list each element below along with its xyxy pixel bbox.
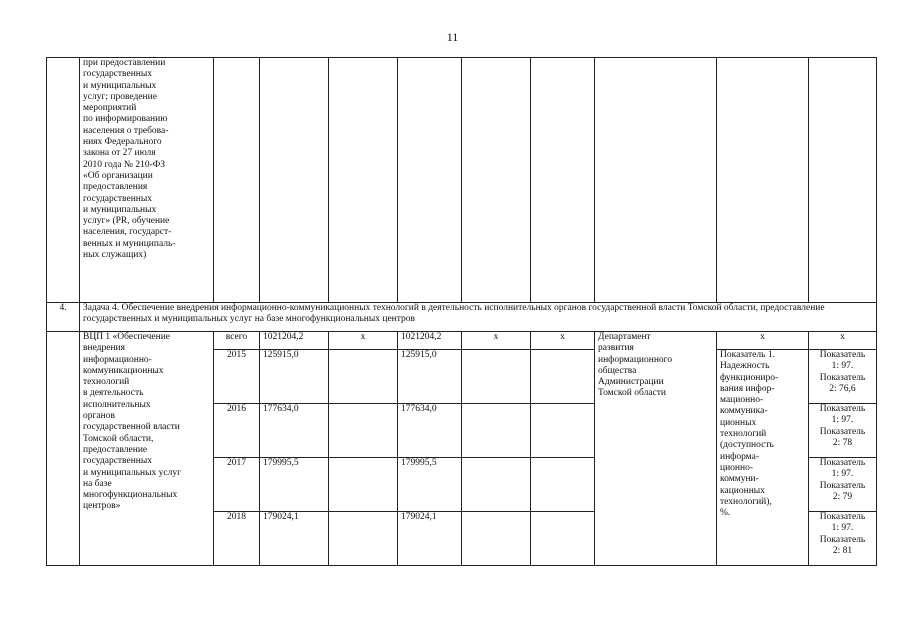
- indicator-values: Показатель 1: 97. Показатель 2: 79: [809, 458, 877, 512]
- activity-cell: при предоставлении государственных и муниципальных услуг; проведение мероприятий по информированию населения о требова- ниях Федерального закона от 27 июля 2010 года № 210-ФЗ «Об организации предоставления государственных и муниципальных услуг» (PR, обучение населения, государст- венных и муниципаль- ных служащих): [80, 58, 214, 303]
- value-mark: х: [809, 332, 877, 350]
- total-cell: 179995,5: [260, 458, 329, 512]
- empty-cell: [462, 350, 531, 404]
- indicator-values: Показатель 1: 97. Показатель 2: 76,6: [809, 350, 877, 404]
- empty-cell: [329, 458, 398, 512]
- indicator-cell: Показатель 1. Надежность функциониро- вания инфор- мационно- коммуника- ционных технологий (доступность информа- ционно- коммуни- кационных технологий), %.: [717, 350, 809, 566]
- executor-cell: Департамент развития информационного общества Администрации Томской области: [595, 332, 717, 566]
- total-row: [47, 332, 877, 350]
- value-cell: 125915,0: [398, 350, 462, 404]
- empty-cell: [329, 350, 398, 404]
- empty-cell: [214, 58, 260, 303]
- task-row: [47, 303, 877, 332]
- value-cell: 179024,1: [398, 512, 462, 566]
- indicator-mark: х: [717, 332, 809, 350]
- period-cell: 2015: [214, 350, 260, 404]
- empty-cell: [809, 58, 877, 303]
- empty-cell: [531, 404, 595, 458]
- empty-cell: [462, 58, 531, 303]
- period-cell: 2016: [214, 404, 260, 458]
- empty-cell: [398, 58, 462, 303]
- program-table: [46, 57, 877, 566]
- period-cell: 2018: [214, 512, 260, 566]
- page-number: 11: [446, 30, 459, 44]
- row-number-cell: [47, 58, 80, 303]
- empty-cell: [531, 58, 595, 303]
- empty-cell: [462, 404, 531, 458]
- value-cell: 179995,5: [398, 458, 462, 512]
- period-cell: 2017: [214, 458, 260, 512]
- total-cell: 125915,0: [260, 350, 329, 404]
- indicator-values: Показатель 1: 97. Показатель 2: 78: [809, 404, 877, 458]
- value-cell: х: [531, 332, 595, 350]
- task-number: 4.: [47, 303, 80, 332]
- task-text: Задача 4. Обеспечение внедрения информационно-коммуникационных технологий в деятельность исполнительных органов государственной власти Томской области, предоставление государственных и муниципальных услуг на базе многофункциональных центров: [80, 303, 877, 332]
- value-cell: х: [462, 332, 531, 350]
- value-cell: 1021204,2: [398, 332, 462, 350]
- empty-cell: [329, 58, 398, 303]
- empty-cell: [260, 58, 329, 303]
- empty-cell: [531, 350, 595, 404]
- empty-cell: [717, 58, 809, 303]
- empty-cell: [462, 458, 531, 512]
- value-cell: х: [329, 332, 398, 350]
- empty-cell: [462, 512, 531, 566]
- indicator-values: Показатель 1: 97. Показатель 2: 81: [809, 512, 877, 566]
- program-name: ВЦП 1 «Обеспечение внедрения информационно- коммуникационных технологий в деятельность исполнительных органов государственной власти Томской области, предоставление государственных и муниципальных услуг на базе многофункциональных центров»: [80, 332, 214, 566]
- total-cell: 179024,1: [260, 512, 329, 566]
- total-cell: 177634,0: [260, 404, 329, 458]
- row-number-cell: [47, 332, 80, 566]
- total-cell: 1021204,2: [260, 332, 329, 350]
- continued-row: [47, 58, 877, 303]
- empty-cell: [531, 512, 595, 566]
- value-cell: 177634,0: [398, 404, 462, 458]
- period-cell: всего: [214, 332, 260, 350]
- empty-cell: [329, 404, 398, 458]
- empty-cell: [531, 458, 595, 512]
- empty-cell: [329, 512, 398, 566]
- empty-cell: [595, 58, 717, 303]
